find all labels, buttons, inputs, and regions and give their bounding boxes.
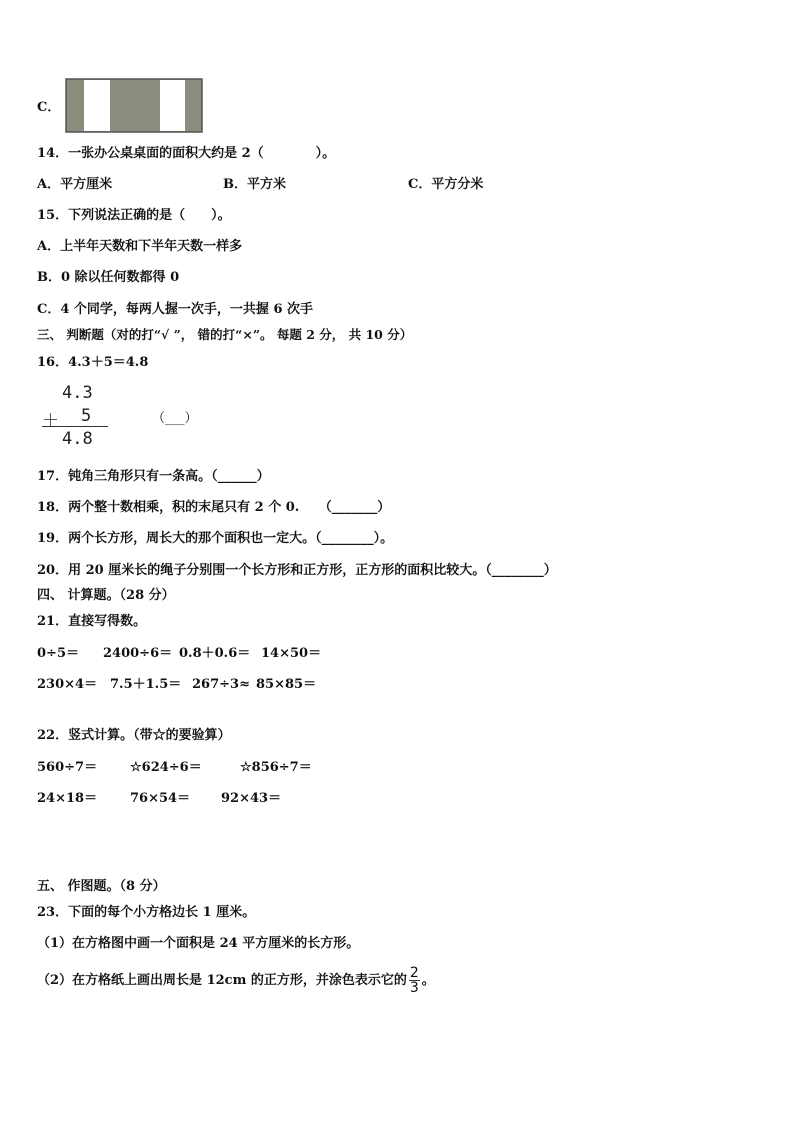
q21-item: 14×50＝ xyxy=(261,646,322,661)
q21-item: 7.5＋1.5＝ xyxy=(110,677,182,692)
q14-stem: 14．一张办公桌桌面的面积大约是 2（ ）。 xyxy=(37,146,336,161)
two-thirds-fraction xyxy=(409,966,420,995)
q15-stem: 15．下列说法正确的是（ ）。 xyxy=(37,208,231,223)
q22-item: ☆624÷6＝ xyxy=(130,760,202,775)
q14-option-a: A．平方厘米 xyxy=(37,177,113,192)
fraction-denominator: 3 xyxy=(409,980,419,996)
q15-option-c: C．4 个同学，每两人握一次手，一共握 6 次手 xyxy=(37,302,314,317)
q23-part2-text: （2）在方格纸上画出周长是 12cm 的正方形，并涂色表示它的 xyxy=(37,973,407,988)
q21-stem: 21．直接写得数。 xyxy=(37,614,147,629)
q21-item: 267÷3≈ xyxy=(192,677,250,692)
vertical-rule xyxy=(42,426,108,427)
q23-part1: （1）在方格图中画一个面积是 24 平方厘米的长方形。 xyxy=(37,936,360,951)
figure-white-strip-right xyxy=(160,80,185,131)
q15-option-a: A．上半年天数和下半年天数一样多 xyxy=(37,239,243,254)
q23-part2 xyxy=(37,966,435,995)
q22-item: 24×18＝ xyxy=(37,791,98,806)
q23-stem: 23．下面的每个小方格边长 1 厘米。 xyxy=(37,905,256,920)
q13-option-c-label: C． xyxy=(37,100,61,115)
q15-option-b: B．0 除以任何数都得 0 xyxy=(37,270,180,285)
q22-item: ☆856÷7＝ xyxy=(240,760,312,775)
q22-item: 560÷7＝ xyxy=(37,760,98,775)
q13-option-c-figure xyxy=(65,78,203,133)
q14-option-c: C．平方分米 xyxy=(408,177,484,192)
q17-text: 17．钝角三角形只有一条高。（______） xyxy=(37,469,270,484)
q21-item: 85×85＝ xyxy=(256,677,317,692)
q21-item: 230×4＝ xyxy=(37,677,98,692)
q18-text: 18．两个整十数相乘，积的末尾只有 2 个 0. （_______） xyxy=(37,500,391,515)
q16-answer-blank[interactable]: （___） xyxy=(152,411,198,426)
q19-text: 19．两个长方形，周长大的那个面积也一定大。（________）。 xyxy=(37,531,394,546)
q22-item: 76×54＝ xyxy=(130,791,191,806)
vertical-top: 4.3 xyxy=(62,383,93,403)
section5-title: 五、 作图题。（8 分） xyxy=(37,879,166,894)
q21-item: 0.8＋0.6＝ xyxy=(179,646,251,661)
q21-item: 2400÷6＝ xyxy=(103,646,173,661)
q22-item: 92×43＝ xyxy=(221,791,282,806)
q14-option-b: B．平方米 xyxy=(223,177,286,192)
vertical-second: 5 xyxy=(81,406,92,426)
fraction-numerator: 2 xyxy=(409,965,419,981)
section4-title: 四、 计算题。（28 分） xyxy=(37,588,175,603)
q23-part2-end: 。 xyxy=(421,973,435,988)
q20-text: 20．用 20 厘米长的绳子分别围一个长方形和正方形，正方形的面积比较大。（________） xyxy=(37,563,557,578)
section3-title: 三、 判断题（对的打“√ ”， 错的打“×”。 每题 2 分， 共 10 分） xyxy=(37,327,413,342)
q22-stem: 22．竖式计算。（带☆的要验算） xyxy=(37,728,231,743)
figure-white-strip-left xyxy=(84,80,110,131)
q16-vertical-calculation xyxy=(42,383,112,453)
vertical-result: 4.8 xyxy=(62,429,93,449)
vertical-operator: ＋ xyxy=(42,411,59,431)
q21-item: 0÷5＝ xyxy=(37,646,79,661)
q16-stem: 16．4.3＋5＝4.8 xyxy=(37,355,149,370)
